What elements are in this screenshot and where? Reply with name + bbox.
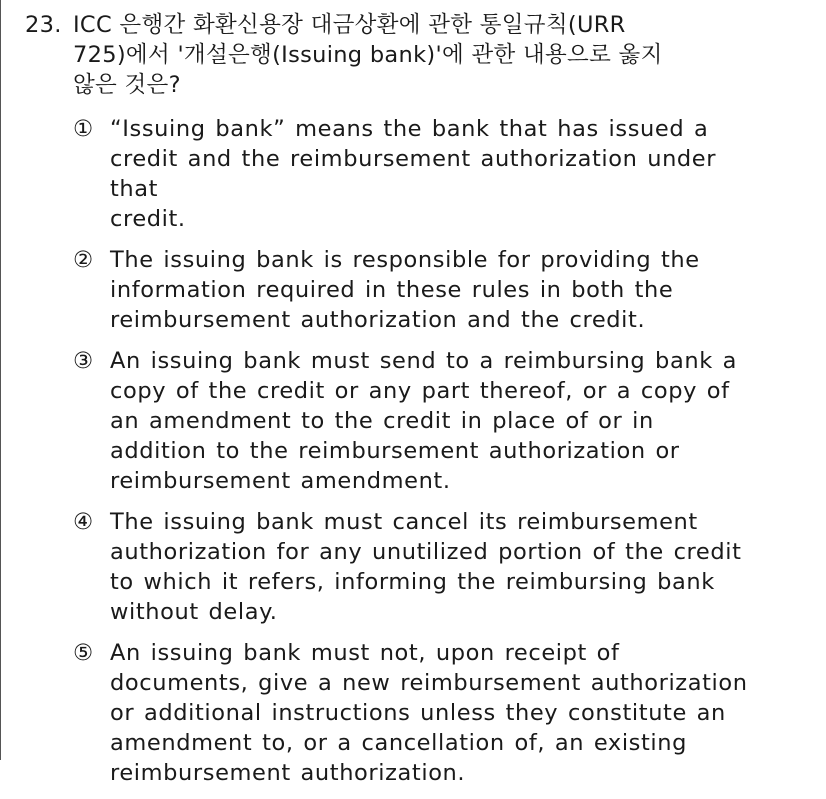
option-line: to which it refers, informing the reimbursing bank — [110, 569, 715, 595]
option-line: information required in these rules in both the — [110, 277, 674, 303]
option-text — [110, 507, 773, 627]
option-2[interactable] — [73, 245, 773, 335]
option-marker: ④ — [73, 509, 94, 535]
option-3[interactable] — [73, 346, 773, 496]
option-line: credit and the reimbursement authorization under that — [110, 146, 717, 202]
option-line: an amendment to the credit in place of or in — [110, 408, 654, 434]
question-23 — [25, 10, 805, 100]
option-line: authorization for any unutilized portion of the credit — [110, 539, 742, 565]
option-1[interactable] — [73, 114, 773, 234]
option-line: An issuing bank must send to a reimbursing bank a — [110, 348, 737, 374]
answer-options — [73, 114, 773, 799]
option-line: copy of the credit or any part thereof, or a copy of — [110, 378, 730, 404]
option-line: documents, give a new reimbursement authorization — [110, 670, 748, 696]
option-marker: ⑤ — [73, 640, 94, 666]
option-line: addition to the reimbursement authorization or — [110, 438, 680, 464]
question-number: 23. — [25, 12, 62, 38]
question-line: 725)에서 '개설은행(Issuing bank)'에 관한 내용으로 옳지 — [73, 42, 663, 68]
question-line: 않은 것은? — [73, 72, 181, 98]
option-line: reimbursement authorization. — [110, 760, 466, 786]
option-marker: ① — [73, 116, 94, 142]
option-line: “Issuing bank” means the bank that has issued a — [110, 116, 709, 142]
option-line: The issuing bank is responsible for providing the — [110, 247, 700, 273]
option-text — [110, 245, 773, 335]
question-line: ICC 은행간 화환신용장 대금상환에 관한 통일규칙(URR — [73, 12, 626, 38]
option-4[interactable] — [73, 507, 773, 627]
option-line: credit. — [110, 206, 186, 232]
option-text — [110, 114, 773, 234]
option-text — [110, 346, 773, 496]
option-line: without delay. — [110, 599, 278, 625]
option-line: An issuing bank must not, upon receipt of — [110, 640, 620, 666]
option-line: or additional instructions unless they constitute an — [110, 700, 726, 726]
option-marker: ③ — [73, 348, 94, 374]
option-text — [110, 638, 773, 788]
option-5[interactable] — [73, 638, 773, 788]
option-marker: ② — [73, 247, 94, 273]
option-line: reimbursement amendment. — [110, 468, 451, 494]
option-line: reimbursement authorization and the credit. — [110, 307, 646, 333]
question-text — [73, 10, 763, 100]
option-line: The issuing bank must cancel its reimbursement — [110, 509, 698, 535]
option-line: amendment to, or a cancellation of, an existing — [110, 730, 688, 756]
